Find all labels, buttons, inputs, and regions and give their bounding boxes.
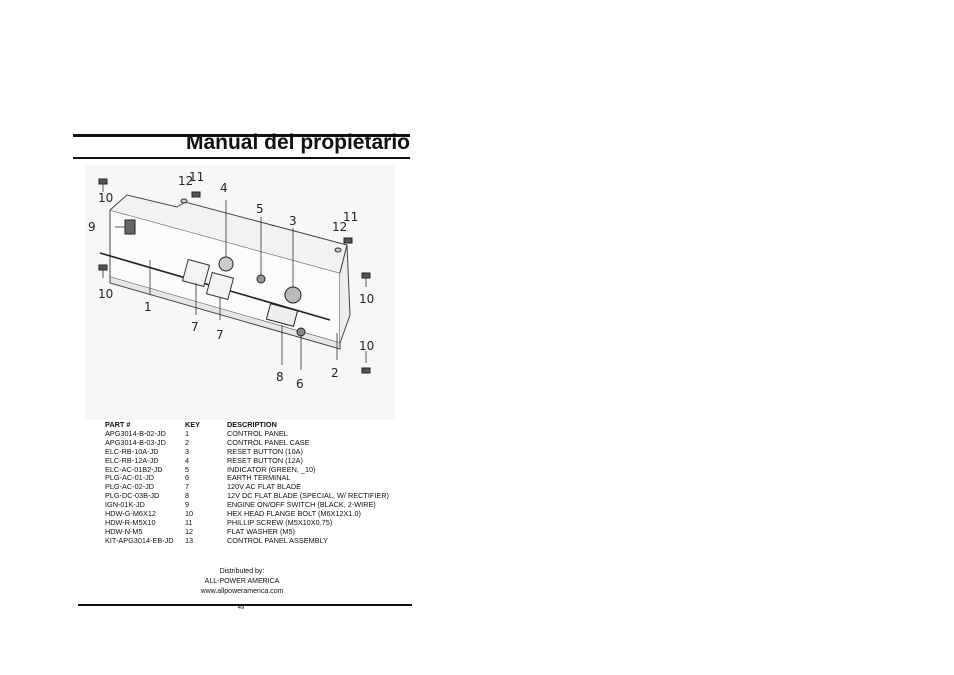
key-cell: 1 — [185, 428, 190, 438]
callout-label: 3 — [289, 214, 297, 228]
description-cell: EARTH TERMINAL — [227, 473, 291, 483]
callout-label: 6 — [296, 377, 304, 391]
key-cell: 5 — [185, 464, 190, 474]
key-cell: 9 — [185, 500, 190, 510]
earth-terminal-icon — [297, 328, 305, 336]
callout-label: 10 — [98, 287, 114, 301]
callout-label: 10 — [98, 191, 114, 205]
callout-label: 7 — [191, 320, 199, 334]
key-cell: 8 — [185, 491, 190, 501]
reset-button-10a-icon — [285, 287, 301, 303]
header-rule-bottom — [73, 157, 410, 159]
callout-label: 8 — [276, 370, 284, 384]
part-number-cell: IGN-01K-JD — [105, 500, 145, 510]
description-cell: PHILLIP SCREW (M5X10X0.75) — [227, 517, 333, 527]
key-cell: 11 — [185, 517, 193, 527]
description-cell: RESET BUTTON (10A) — [227, 446, 303, 456]
description-cell: 120V AC FLAT BLADE — [227, 482, 301, 492]
distributor-block — [180, 567, 304, 597]
part-number-cell: HDW-G-M6X12 — [105, 509, 156, 519]
header-part: PART # — [105, 420, 131, 429]
callout-label: 4 — [220, 181, 228, 195]
indicator-light-icon — [257, 275, 265, 283]
part-number-cell: ELC-RB-12A-JD — [105, 455, 159, 465]
part-number-cell: ELC-RB-10A-JD — [105, 446, 159, 456]
key-cell: 3 — [185, 446, 190, 456]
key-cell: 2 — [185, 437, 190, 447]
key-cell: 13 — [185, 535, 194, 545]
header-key: KEY — [185, 420, 201, 429]
control-panel-exploded-diagram — [85, 165, 395, 420]
diagram-svg — [85, 165, 395, 420]
page-number: 49 — [237, 605, 245, 611]
part-number-cell: ELC-AC-01B2-JD — [105, 464, 163, 474]
callout-label: 7 — [216, 328, 224, 342]
reset-button-12a-icon — [219, 257, 233, 271]
part-number-cell: PLG-AC-01-JD — [105, 473, 155, 483]
key-cell: 6 — [185, 473, 190, 483]
table-row — [105, 537, 389, 546]
company-name: ALL-POWER AMERICA — [204, 578, 280, 585]
description-cell: CONTROL PANEL — [227, 428, 288, 438]
key-cell: 4 — [185, 455, 190, 465]
key-cell: 7 — [185, 482, 190, 492]
website-text: www.allpoweramerica.com — [200, 588, 284, 595]
parts-table — [105, 421, 389, 546]
description-cell: HEX HEAD FLANGE BOLT (M6X12X1.0) — [227, 509, 361, 519]
description-cell: RESET BUTTON (12A) — [227, 455, 303, 465]
description-cell: ENGINE ON/OFF SWITCH (BLACK, 2-WIRE) — [227, 500, 376, 510]
callout-label: 10 — [359, 292, 375, 306]
callout-label: 2 — [331, 366, 339, 380]
callout-label: 5 — [256, 202, 264, 216]
callout-label: 12 — [178, 174, 194, 188]
distributed-by-label: Distributed by: — [219, 568, 265, 575]
part-number-cell: PLG-AC-02-JD — [105, 482, 155, 492]
part-number-cell: KIT-APG3014-EB-JD — [105, 535, 174, 545]
callout-label: 10 — [359, 339, 375, 353]
part-number-cell: PLG-DC-03B-JD — [105, 491, 160, 501]
description-cell: 12V DC FLAT BLADE (SPECIAL, W/ RECTIFIER) — [227, 491, 389, 501]
description-cell: FLAT WASHER (M5) — [227, 526, 295, 536]
callout-label: 11 — [189, 170, 205, 184]
part-number-cell: HDW-R-M5X10 — [105, 517, 156, 527]
callout-label: 1 — [144, 300, 152, 314]
callout-label: 12 — [332, 220, 348, 234]
part-number-cell: HDW-N-M5 — [105, 526, 143, 536]
description-cell: CONTROL PANEL ASSEMBLY — [227, 535, 328, 545]
key-cell: 10 — [185, 509, 194, 519]
page-title: Manual del propietario — [185, 131, 410, 154]
description-cell: CONTROL PANEL CASE — [227, 437, 310, 447]
callout-label: 11 — [343, 210, 359, 224]
parts-table-body — [105, 430, 389, 546]
part-number-cell: APG3014-B-03-JD — [105, 437, 166, 447]
callout-label: 9 — [88, 220, 96, 234]
header-description: DESCRIPTION — [227, 420, 277, 429]
part-number-cell: APG3014-B-02-JD — [105, 428, 166, 438]
key-cell: 12 — [185, 526, 194, 536]
description-cell: INDICATOR (GREEN, _10) — [227, 464, 316, 474]
engine-switch-icon — [125, 220, 135, 234]
